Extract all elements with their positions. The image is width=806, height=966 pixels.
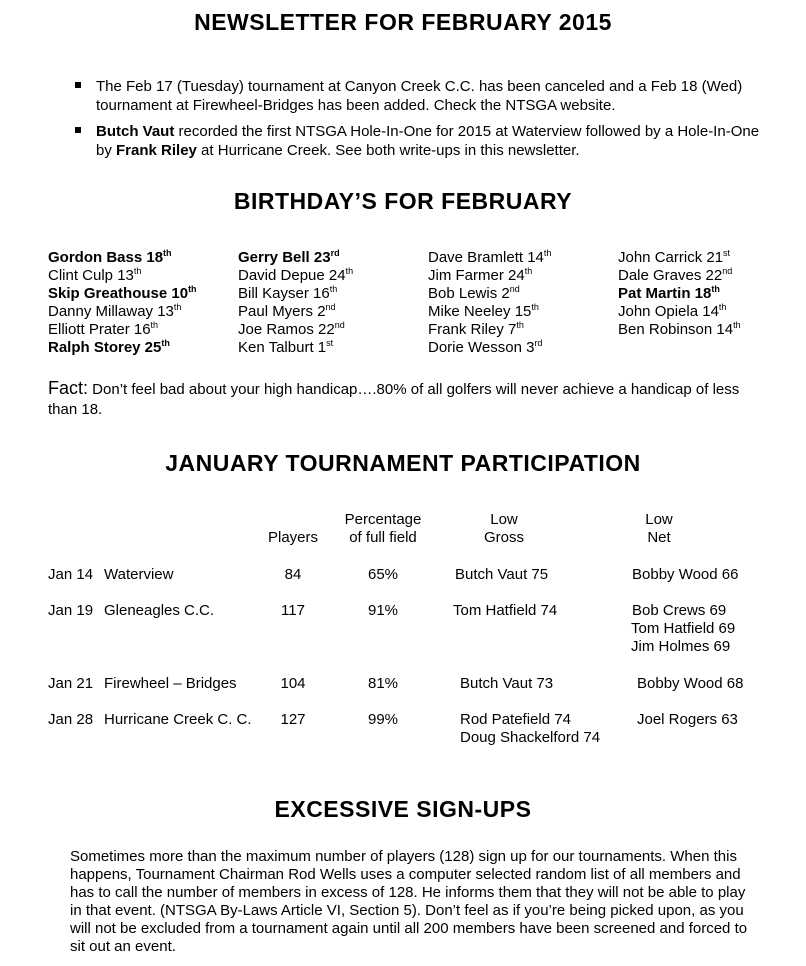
birthday-name: Pat Martin 18 — [618, 285, 712, 302]
birthday-entry — [238, 339, 333, 357]
birthday-ordinal: rd — [330, 248, 340, 258]
birthday-ordinal: th — [718, 302, 727, 312]
row-low-net: Bobby Wood 68 — [637, 675, 744, 692]
birthday-name: Joe Ramos 22 — [238, 321, 335, 338]
row-percentage: 81% — [367, 675, 399, 692]
row-players: 117 — [281, 602, 305, 619]
birthday-entry — [238, 285, 337, 303]
birthday-entry — [48, 321, 158, 339]
birthday-entry — [428, 339, 542, 357]
header-percentage: Percentage — [344, 511, 422, 528]
row-players: 84 — [284, 566, 302, 583]
row-percentage: 91% — [367, 602, 399, 619]
golfer-name: Butch Vaut — [96, 123, 175, 140]
birthday-ordinal: th — [345, 266, 354, 276]
birthday-entry — [238, 267, 353, 285]
header-low-gross-2: Gross — [483, 529, 524, 546]
header-players: Players — [267, 529, 319, 546]
birthdays-heading: BIRTHDAY’S FOR FEBRUARY — [233, 188, 573, 214]
birthday-name: Dale Graves 22 — [618, 267, 723, 284]
bullet-text — [96, 122, 775, 160]
birthday-ordinal: th — [531, 302, 539, 312]
row-percentage: 99% — [367, 711, 399, 728]
birthday-name: John Opiela 14 — [618, 303, 719, 320]
birthday-name: Ken Talburt 1 — [238, 339, 327, 356]
row-low-net: Jim Holmes 69 — [631, 638, 731, 655]
birthday-name: Skip Greathouse 10 — [48, 285, 189, 302]
birthday-name: John Carrick 21 — [618, 249, 724, 266]
bullet-text-part: at Hurricane Creek. See both write-ups in this newsletter. — [196, 142, 580, 159]
fact-text: Don’t feel bad about your high handicap….80% of all golfers will never achieve a handicap of less than 18. — [48, 381, 740, 418]
birthday-ordinal: nd — [722, 266, 733, 276]
birthday-entry — [48, 249, 172, 267]
row-low-gross: Butch Vaut 73 — [460, 675, 554, 692]
row-low-gross: Tom Hatfield 74 — [453, 602, 558, 619]
fact-label: Fact: — [48, 378, 89, 398]
row-low-gross: Rod Patefield 74 — [460, 711, 571, 728]
birthday-name: Ralph Storey 25 — [48, 339, 162, 356]
birthday-name: Dorie Wesson 3 — [428, 339, 535, 356]
birthday-entry — [238, 249, 340, 267]
birthday-entry — [428, 249, 551, 267]
golfer-name: Frank Riley — [116, 142, 197, 159]
birthday-entry — [48, 339, 170, 357]
bullet-text: The Feb 17 (Tuesday) tournament at Canyon Creek C.C. has been canceled and a Feb 18 (Wed) tournament at Firewheel-Bridges has been added. Check the NTSGA website. — [96, 78, 743, 114]
birthday-name: Elliott Prater 16 — [48, 321, 151, 338]
birthday-entry — [428, 285, 520, 303]
birthday-ordinal: th — [150, 320, 159, 330]
row-low-net: Bobby Wood 66 — [632, 566, 739, 583]
newsletter-title: NEWSLETTER FOR FEBRUARY 2015 — [194, 9, 612, 35]
birthday-ordinal: nd — [334, 320, 345, 330]
birthday-ordinal: th — [711, 284, 720, 294]
birthday-ordinal: st — [326, 338, 334, 348]
birthday-ordinal: st — [723, 248, 731, 258]
bullet-square-icon — [75, 82, 81, 88]
birthday-name: Gerry Bell 23 — [238, 249, 331, 266]
row-low-net: Joel Rogers 63 — [637, 711, 738, 728]
row-course: Gleneagles C.C. — [104, 602, 215, 619]
birthday-name: Jim Farmer 24 — [428, 267, 525, 284]
birthday-name: Paul Myers 2 — [238, 303, 326, 320]
birthday-entry — [618, 249, 730, 267]
birthday-name: Clint Culp 13 — [48, 267, 134, 284]
fact-paragraph — [48, 378, 768, 420]
birthday-entry — [428, 303, 539, 321]
birthday-entry — [48, 285, 197, 303]
birthday-name: Dave Bramlett 14 — [428, 249, 544, 266]
birthday-entry — [618, 303, 726, 321]
birthday-entry — [618, 285, 720, 303]
birthday-ordinal: th — [329, 284, 338, 294]
birthday-entry — [48, 267, 141, 285]
birthday-entry — [428, 321, 524, 339]
participation-heading: JANUARY TOURNAMENT PARTICIPATION — [165, 450, 641, 476]
header-low-net-2: Net — [647, 529, 671, 546]
row-course: Hurricane Creek C. C. — [104, 711, 252, 728]
header-low-net-1: Low — [645, 511, 673, 528]
birthday-ordinal: th — [516, 320, 524, 330]
birthday-name: Frank Riley 7 — [428, 321, 517, 338]
row-low-gross: Doug Shackelford 74 — [460, 729, 601, 746]
signups-paragraph: Sometimes more than the maximum number of players (128) sign up for our tournaments. When this happens, Tournament Chairman Rod Wells uses a computer selected random list of all members and has to call the number of members in excess of 128. He informs them that they will not be able to play in that event. (NTSGA By-Laws Article VI, Section 5). Don’t feel as if you’re being picked upon, as you will not be excluded from a tournament again until all 200 members have been screened and forced to sit out an event. — [70, 848, 748, 955]
birthday-ordinal: th — [161, 338, 170, 348]
row-course: Waterview — [104, 566, 174, 583]
birthday-ordinal: th — [188, 284, 197, 294]
announcement-bullet-hole-in-one — [75, 122, 775, 160]
birthday-name: Danny Millaway 13 — [48, 303, 174, 320]
birthday-entry — [48, 303, 181, 321]
birthday-ordinal: nd — [325, 302, 336, 312]
bullet-text-part: recorded the first NTSGA Hole-In-One for 2015 at Waterview followed by a Hole-In-One by — [96, 123, 760, 159]
row-low-gross: Butch Vaut 75 — [455, 566, 549, 583]
row-low-net: Tom Hatfield 69 — [631, 620, 736, 637]
birthday-entry — [238, 321, 345, 339]
bullet-square-icon — [75, 127, 81, 133]
birthday-name: Bill Kayser 16 — [238, 285, 330, 302]
birthday-ordinal: th — [173, 302, 182, 312]
announcement-bullet-cancellation — [75, 77, 775, 115]
birthday-name: David Depue 24 — [238, 267, 346, 284]
row-players: 127 — [280, 711, 306, 728]
birthday-ordinal: nd — [509, 284, 520, 294]
row-date: Jan 21 — [48, 675, 94, 692]
row-date: Jan 14 — [48, 566, 94, 583]
birthday-name: Bob Lewis 2 — [428, 285, 510, 302]
birthday-name: Ben Robinson 14 — [618, 321, 734, 338]
row-date: Jan 19 — [48, 602, 94, 619]
birthday-entry — [238, 303, 336, 321]
birthday-ordinal: th — [733, 320, 741, 330]
birthday-entry — [428, 267, 532, 285]
row-course: Firewheel – Bridges — [104, 675, 237, 692]
row-low-net: Bob Crews 69 — [632, 602, 727, 619]
birthday-entry — [618, 267, 732, 285]
row-players: 104 — [280, 675, 306, 692]
birthday-ordinal: th — [133, 266, 142, 276]
birthday-ordinal: th — [524, 266, 533, 276]
birthday-name: Mike Neeley 15 — [428, 303, 532, 320]
birthday-ordinal: th — [163, 248, 172, 258]
birthday-ordinal: rd — [534, 338, 543, 348]
header-low-gross-1: Low — [490, 511, 518, 528]
row-percentage: 65% — [367, 566, 399, 583]
signups-heading: EXCESSIVE SIGN-UPS — [274, 796, 532, 822]
header-full-field: of full field — [349, 529, 417, 546]
birthday-entry — [618, 321, 741, 339]
birthday-name: Gordon Bass 18 — [48, 249, 164, 266]
birthday-ordinal: th — [543, 248, 552, 258]
row-date: Jan 28 — [48, 711, 94, 728]
